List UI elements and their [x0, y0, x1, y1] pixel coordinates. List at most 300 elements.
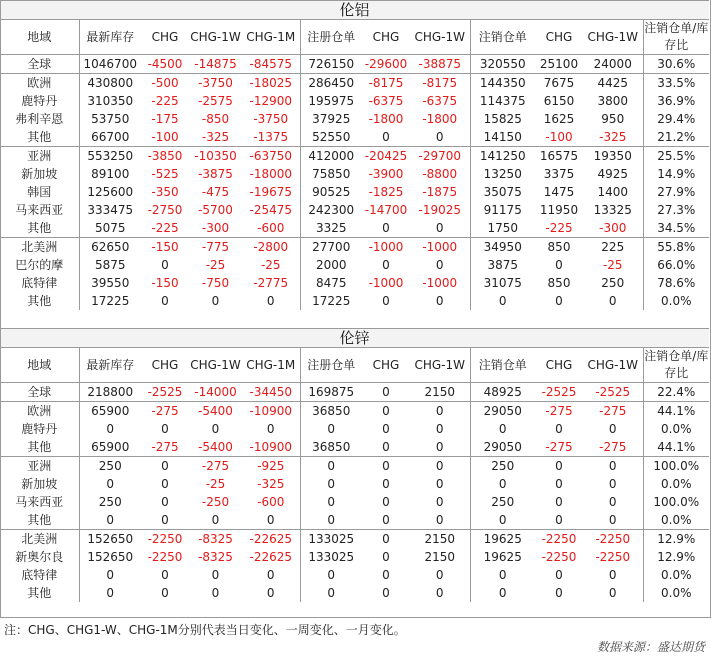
value-cell: -63750	[242, 147, 300, 166]
value-cell: 333475	[87, 202, 134, 217]
value-cell: 1625	[543, 111, 575, 126]
value-cell: 0	[161, 567, 169, 582]
column-header: CHG-1M	[242, 348, 300, 383]
value-cell: -20425	[362, 147, 410, 166]
value-cell: 36.9%	[657, 93, 696, 108]
table-row	[0, 548, 709, 566]
value-cell: 19625	[470, 530, 535, 549]
value-cell: 0	[498, 567, 507, 582]
value-cell: 225	[583, 238, 643, 257]
value-cell: 0	[382, 476, 390, 491]
value-cell: 250	[98, 494, 122, 509]
value-cell: -6375	[410, 92, 470, 110]
value-cell: -150	[151, 275, 179, 290]
value-cell: -750	[201, 275, 230, 290]
value-cell: 0	[211, 567, 220, 582]
table-row	[0, 292, 709, 310]
value-cell: 19625	[483, 549, 522, 564]
table-row	[0, 55, 709, 74]
value-cell: 37925	[312, 111, 351, 126]
column-header: CHG-1M	[242, 20, 300, 55]
value-cell: -22625	[242, 548, 300, 566]
value-cell: 22.4%	[657, 384, 696, 399]
value-cell: -12900	[242, 92, 300, 110]
value-cell: -5700	[198, 202, 233, 217]
value-cell: -38875	[410, 55, 470, 74]
value-cell: -3900	[368, 166, 404, 181]
value-cell: 1475	[543, 184, 575, 199]
value-cell: 250	[583, 274, 643, 292]
value-cell: -2250	[535, 530, 583, 549]
value-cell: 12.9%	[657, 549, 696, 564]
value-cell: 0	[583, 457, 643, 476]
value-cell: 195975	[308, 93, 355, 108]
value-cell: 169875	[308, 384, 355, 399]
value-cell: 25.5%	[643, 147, 709, 166]
value-cell: 0	[300, 457, 362, 476]
value-cell: 0	[141, 457, 189, 476]
value-cell: -275	[583, 402, 643, 421]
value-cell: -600	[242, 493, 300, 511]
value-cell: -2525	[147, 384, 183, 399]
value-cell: 0.0%	[661, 567, 692, 582]
value-cell: 4425	[583, 74, 643, 93]
value-cell: 0	[327, 512, 336, 527]
value-cell: 2150	[410, 383, 470, 402]
value-cell: 0.0%	[661, 512, 692, 527]
table-row	[0, 256, 709, 274]
column-header: 地域	[0, 348, 79, 383]
value-cell: 44.1%	[643, 402, 709, 421]
value-cell: 250	[470, 457, 535, 476]
region-cell: 其他	[0, 438, 79, 457]
value-cell: 0	[583, 566, 643, 584]
region-cell: 鹿特丹	[0, 92, 79, 110]
value-cell: 11950	[539, 202, 579, 217]
region-cell: 欧洲	[0, 74, 79, 93]
table-row	[0, 584, 709, 602]
value-cell: 3375	[543, 166, 575, 181]
table-row	[0, 420, 709, 438]
value-cell: -25475	[242, 201, 300, 219]
table-row	[0, 457, 709, 476]
region-cell: 其他	[0, 219, 79, 238]
value-cell: -1875	[410, 183, 470, 201]
value-cell: -2250	[583, 548, 643, 566]
value-cell: 850	[535, 238, 583, 257]
value-cell: -2250	[147, 549, 183, 564]
value-cell: 0	[161, 585, 169, 600]
value-cell: 0	[555, 567, 563, 582]
value-cell: 17225	[312, 293, 351, 308]
value-cell: -2250	[141, 530, 189, 549]
value-cell: 133025	[300, 530, 362, 549]
value-cell: 27700	[300, 238, 362, 257]
value-cell: 29050	[483, 439, 522, 454]
value-cell: 48925	[483, 384, 522, 399]
value-cell: -150	[141, 238, 189, 257]
value-cell: 0	[410, 292, 470, 310]
region-cell: 韩国	[0, 183, 79, 201]
region-cell: 马来西亚	[0, 493, 79, 511]
value-cell: 1046700	[83, 56, 137, 71]
value-cell: 0	[382, 293, 390, 308]
column-header: 最新库存	[79, 348, 141, 383]
value-cell: -10900	[242, 402, 300, 421]
value-cell: -19025	[410, 201, 470, 219]
column-header: CHG-1W	[410, 348, 470, 383]
value-cell: 0	[555, 293, 563, 308]
value-cell: 141250	[470, 147, 535, 166]
value-cell: 15825	[483, 111, 522, 126]
value-cell: 29.4%	[657, 111, 696, 126]
value-cell: 152650	[79, 530, 141, 549]
value-cell: -850	[201, 111, 230, 126]
value-cell: 0.0%	[661, 585, 692, 600]
value-cell: 0	[106, 476, 115, 491]
value-cell: -25	[583, 256, 643, 274]
column-header: 注销仓单	[470, 20, 535, 55]
value-cell: -84575	[242, 55, 300, 74]
column-header: CHG	[141, 348, 189, 383]
column-header: CHG-1W	[410, 20, 470, 55]
value-cell: 35075	[483, 184, 522, 199]
value-cell: 78.6%	[657, 275, 696, 290]
value-cell: 726150	[308, 56, 355, 71]
value-cell: -3850	[141, 147, 189, 166]
value-cell: 0	[362, 530, 410, 549]
column-header: 地域	[0, 20, 79, 55]
value-cell: 0	[362, 402, 410, 421]
value-cell: 0	[583, 511, 643, 530]
value-cell: 0	[410, 566, 470, 584]
table-row	[0, 402, 709, 421]
value-cell: 0.0%	[661, 293, 692, 308]
value-cell: 430800	[79, 74, 141, 93]
column-header: CHG	[362, 348, 410, 383]
section-title: 伦锌	[0, 329, 709, 348]
value-cell: 0	[410, 475, 470, 493]
value-cell: -775	[189, 238, 242, 257]
value-cell: 31075	[483, 275, 522, 290]
value-cell: -350	[151, 184, 179, 199]
region-cell: 弗利辛恩	[0, 110, 79, 128]
value-cell: 144350	[470, 74, 535, 93]
value-cell: -225	[151, 93, 179, 108]
value-cell: -3875	[198, 166, 233, 181]
table-row	[0, 219, 709, 238]
value-cell: 0	[583, 584, 643, 602]
table-row	[0, 566, 709, 584]
value-cell: -1000	[362, 238, 410, 257]
column-header: 注销仓单	[470, 348, 535, 383]
value-cell: 0	[161, 257, 169, 272]
value-cell: 0	[106, 567, 115, 582]
value-cell: -2750	[147, 202, 183, 217]
value-cell: 4925	[583, 165, 643, 183]
value-cell: 36850	[312, 439, 351, 454]
value-cell: -1800	[410, 110, 470, 128]
value-cell: -525	[151, 166, 179, 181]
value-cell: 0	[242, 584, 300, 602]
table-row	[0, 475, 709, 493]
value-cell: 0	[382, 494, 390, 509]
value-cell: 0	[161, 293, 169, 308]
value-cell: 65900	[91, 439, 130, 454]
value-cell: 0	[535, 457, 583, 476]
column-header: 注销仓单/库存比	[643, 348, 709, 383]
value-cell: -275	[151, 439, 179, 454]
value-cell: 412000	[300, 147, 362, 166]
value-cell: -3750	[189, 74, 242, 93]
value-cell: -25	[242, 256, 300, 274]
value-cell: -22625	[242, 530, 300, 549]
value-cell: 0	[583, 493, 643, 511]
value-cell: -1000	[368, 275, 404, 290]
column-header: 注册仓单	[300, 20, 362, 55]
value-cell: -175	[151, 111, 179, 126]
footnote: 注：CHG、CHG1-W、CHG-1M分别代表当日变化、一周变化、一月变化。	[4, 623, 406, 637]
value-cell: -925	[242, 457, 300, 476]
value-cell: 0	[555, 585, 563, 600]
value-cell: 13250	[483, 166, 522, 181]
column-header: 注册仓单	[300, 348, 362, 383]
value-cell: 0	[211, 512, 220, 527]
value-cell: 27.3%	[657, 202, 696, 217]
value-cell: 53750	[91, 111, 130, 126]
table-row	[0, 183, 709, 201]
value-cell: -1800	[368, 111, 404, 126]
value-cell: 133025	[308, 549, 355, 564]
value-cell: 55.8%	[643, 238, 709, 257]
value-cell: 950	[583, 110, 643, 128]
value-cell: 100.0%	[643, 457, 709, 476]
region-cell: 全球	[0, 383, 79, 402]
value-cell: -100	[545, 129, 573, 144]
region-cell: 马来西亚	[0, 201, 79, 219]
value-cell: -8175	[410, 74, 470, 93]
value-cell: 0	[498, 512, 507, 527]
value-cell: 0	[555, 257, 563, 272]
value-cell: 0.0%	[661, 476, 692, 491]
value-cell: 125600	[87, 184, 134, 199]
table-row	[0, 274, 709, 292]
value-cell: 0	[161, 512, 169, 527]
value-cell: 0	[555, 512, 563, 527]
value-cell: -5400	[189, 402, 242, 421]
column-header: CHG-1W	[583, 348, 643, 383]
value-cell: -3750	[242, 110, 300, 128]
value-cell: -29700	[410, 147, 470, 166]
value-cell: 62650	[79, 238, 141, 257]
table-row	[0, 530, 709, 549]
region-cell: 亚洲	[0, 457, 79, 476]
value-cell: -325	[201, 129, 230, 144]
value-cell: 0	[382, 585, 390, 600]
value-cell: 2150	[410, 548, 470, 566]
value-cell: 0	[498, 585, 507, 600]
value-cell: -8325	[198, 549, 233, 564]
value-cell: -34450	[242, 383, 300, 402]
section-title: 伦铝	[0, 1, 709, 20]
value-cell: 3325	[315, 220, 347, 235]
value-cell: 8475	[315, 275, 347, 290]
value-cell: 310350	[87, 93, 134, 108]
value-cell: 24000	[583, 55, 643, 74]
value-cell: -8175	[362, 74, 410, 93]
value-cell: -2525	[541, 384, 577, 399]
value-cell: 0	[382, 549, 390, 564]
value-cell: -275	[583, 438, 643, 457]
value-cell: 0	[161, 421, 169, 436]
value-cell: 0	[410, 584, 470, 602]
value-cell: 36850	[300, 402, 362, 421]
value-cell: -14700	[364, 202, 408, 217]
value-cell: 66700	[91, 129, 130, 144]
value-cell: -300	[583, 219, 643, 238]
aluminum-table	[0, 0, 709, 310]
region-cell: 巴尔的摩	[0, 256, 79, 274]
value-cell: -2525	[583, 383, 643, 402]
value-cell: 0	[382, 257, 390, 272]
column-header: CHG	[362, 20, 410, 55]
value-cell: 16575	[535, 147, 583, 166]
value-cell: 0	[242, 420, 300, 438]
value-cell: 0	[498, 476, 507, 491]
value-cell: 114375	[479, 93, 526, 108]
value-cell: -25	[205, 257, 226, 272]
table-row	[0, 438, 709, 457]
region-cell: 其他	[0, 584, 79, 602]
table-row	[0, 383, 709, 402]
value-cell: -275	[189, 457, 242, 476]
value-cell: 0	[327, 421, 336, 436]
region-cell: 新加坡	[0, 165, 79, 183]
value-cell: -2800	[242, 238, 300, 257]
value-cell: 0	[410, 457, 470, 476]
value-cell: -8325	[189, 530, 242, 549]
value-cell: -2775	[242, 274, 300, 292]
value-cell: -4500	[147, 56, 183, 71]
region-cell: 鹿特丹	[0, 420, 79, 438]
value-cell: 29050	[470, 402, 535, 421]
column-header: CHG	[535, 20, 583, 55]
value-cell: -14875	[194, 56, 237, 71]
value-cell: 250	[491, 494, 515, 509]
value-cell: 0	[161, 494, 169, 509]
value-cell: -500	[141, 74, 189, 93]
value-cell: -6375	[368, 93, 404, 108]
value-cell: 3800	[583, 92, 643, 110]
value-cell: 0	[410, 256, 470, 274]
value-cell: 0	[242, 511, 300, 530]
column-header: 注销仓单/库存比	[643, 20, 709, 55]
value-cell: 1400	[583, 183, 643, 201]
value-cell: 320550	[479, 56, 526, 71]
table-row	[0, 74, 709, 93]
value-cell: 0	[382, 421, 390, 436]
value-cell: -225	[545, 220, 573, 235]
value-cell: 30.6%	[657, 56, 696, 71]
value-cell: 0	[410, 493, 470, 511]
value-cell: -19675	[242, 183, 300, 201]
value-cell: 0	[327, 567, 336, 582]
column-header: CHG-1W	[189, 20, 242, 55]
value-cell: -1825	[368, 184, 404, 199]
value-cell: 0	[382, 439, 390, 454]
value-cell: 25100	[539, 56, 579, 71]
value-cell: 100.0%	[653, 494, 700, 509]
value-cell: 6150	[543, 93, 575, 108]
value-cell: 0	[410, 128, 470, 147]
value-cell: 1750	[487, 220, 519, 235]
value-cell: 0.0%	[661, 421, 692, 436]
region-cell: 底特律	[0, 274, 79, 292]
value-cell: 0	[410, 219, 470, 238]
region-cell: 其他	[0, 511, 79, 530]
value-cell: 12.9%	[643, 530, 709, 549]
column-header: CHG	[535, 348, 583, 383]
value-cell: 0	[327, 494, 336, 509]
value-cell: 0	[382, 567, 390, 582]
value-cell: 3875	[487, 257, 519, 272]
value-cell: -25	[205, 476, 226, 491]
region-cell: 亚洲	[0, 147, 79, 166]
value-cell: -275	[545, 439, 573, 454]
value-cell: -250	[201, 494, 230, 509]
column-header: 最新库存	[79, 20, 141, 55]
value-cell: -14000	[194, 384, 237, 399]
value-cell: 0	[410, 402, 470, 421]
zinc-table	[0, 328, 709, 602]
value-cell: 14150	[483, 129, 522, 144]
value-cell: -300	[201, 220, 230, 235]
value-cell: -1000	[410, 238, 470, 257]
value-cell: 0	[382, 384, 390, 399]
value-cell: 13325	[583, 201, 643, 219]
value-cell: 27.9%	[657, 184, 696, 199]
region-cell: 北美洲	[0, 238, 79, 257]
value-cell: 91175	[483, 202, 522, 217]
value-cell: 33.5%	[643, 74, 709, 93]
value-cell: 0	[211, 421, 220, 436]
value-cell: 0	[382, 512, 390, 527]
value-cell: 17225	[91, 293, 130, 308]
value-cell: -475	[201, 184, 230, 199]
value-cell: -225	[151, 220, 179, 235]
value-cell: -325	[583, 128, 643, 147]
value-cell: -275	[535, 402, 583, 421]
value-cell: -8800	[410, 165, 470, 183]
value-cell: 0	[555, 476, 563, 491]
value-cell: 0	[382, 129, 390, 144]
value-cell: 66.0%	[657, 257, 696, 272]
value-cell: 89100	[91, 166, 130, 181]
value-cell: 0	[362, 457, 410, 476]
region-cell: 其他	[0, 292, 79, 310]
value-cell: 0	[242, 566, 300, 584]
value-cell: 850	[547, 275, 571, 290]
value-cell: 0	[410, 438, 470, 457]
value-cell: -18000	[242, 165, 300, 183]
value-cell: 21.2%	[657, 129, 696, 144]
column-header: CHG-1W	[583, 20, 643, 55]
value-cell: -2575	[198, 93, 233, 108]
value-cell: 0	[242, 292, 300, 310]
value-cell: -2250	[541, 549, 577, 564]
value-cell: 0	[410, 511, 470, 530]
value-cell: -2250	[583, 530, 643, 549]
